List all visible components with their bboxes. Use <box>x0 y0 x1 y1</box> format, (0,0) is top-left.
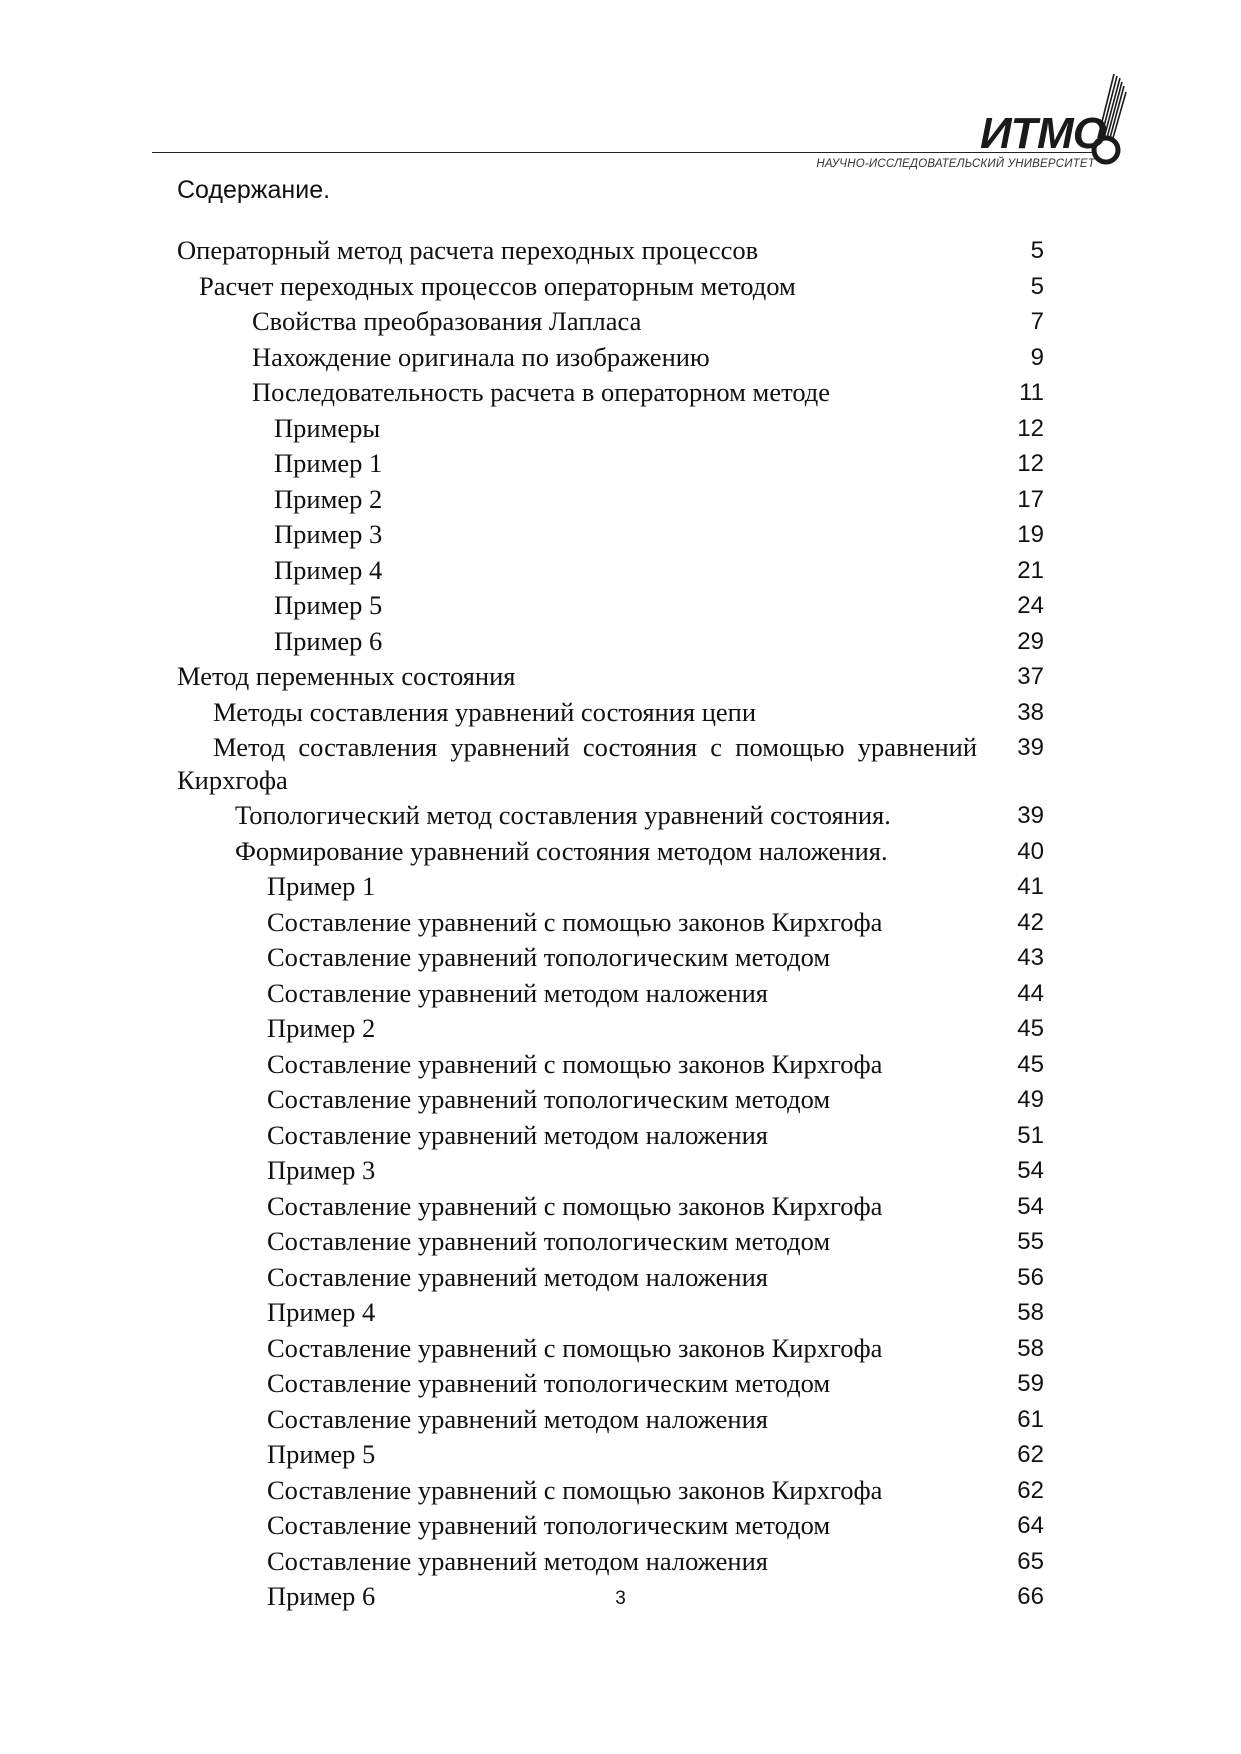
toc-entry-page: 49 <box>1017 1086 1044 1113</box>
toc-entry-page: 37 <box>1017 663 1044 690</box>
toc-entry-title: Составление уравнений с помощью законов Кирхгофа <box>267 1048 883 1079</box>
toc-entry-title: Составление уравнений с помощью законов Кирхгофа <box>267 1474 883 1505</box>
toc-entry[interactable] <box>0 554 1241 590</box>
toc-entry-page: 39 <box>1017 802 1044 829</box>
toc-entry-page: 61 <box>1017 1405 1044 1433</box>
toc-entry-page: 5 <box>1030 237 1044 264</box>
toc-entry-page: 54 <box>1017 1192 1044 1220</box>
header-divider <box>152 152 1092 153</box>
toc-entry[interactable] <box>0 660 1241 696</box>
toc-entry-title: Пример 2 <box>267 1013 376 1043</box>
toc-entry[interactable] <box>0 376 1241 412</box>
logo-wordmark: ИТМО <box>980 109 1106 158</box>
toc-entry[interactable] <box>0 977 1241 1013</box>
toc-entry[interactable] <box>0 412 1241 448</box>
toc-entry[interactable] <box>0 1438 1241 1474</box>
toc-entry-title: Составление уравнений методом наложения <box>267 1403 768 1434</box>
toc-entry-page: 45 <box>1017 1050 1044 1078</box>
toc-entry-page: 43 <box>1017 944 1044 971</box>
toc-entry[interactable] <box>0 1154 1241 1190</box>
toc-entry[interactable] <box>0 270 1241 306</box>
page-number: 3 <box>615 1588 626 1609</box>
toc-entry[interactable] <box>0 1367 1241 1403</box>
toc-entry-page: 40 <box>1017 837 1044 865</box>
toc-entry-title: Составление уравнений методом наложения <box>267 1545 768 1576</box>
toc-entry[interactable] <box>0 447 1241 483</box>
toc-entry-title: Составление уравнений топологическим методом <box>267 1226 831 1256</box>
toc-entry-title: Пример 3 <box>274 519 383 549</box>
toc-entry-page: 38 <box>1017 698 1044 726</box>
toc-heading: Содержание. <box>177 176 331 204</box>
toc-entry-title: Составление уравнений топологическим методом <box>267 1368 831 1398</box>
toc-entry-page: 58 <box>1017 1334 1044 1362</box>
toc-entry-page: 12 <box>1017 414 1044 442</box>
toc-entry-page: 29 <box>1017 627 1044 655</box>
toc-entry-title: Метод переменных состояния <box>177 661 516 691</box>
toc-entry[interactable] <box>0 1012 1241 1048</box>
toc-entry[interactable] <box>0 1190 1241 1226</box>
toc-entry-page: 5 <box>1030 272 1044 300</box>
toc-entry[interactable] <box>0 483 1241 519</box>
toc-entry-title: Пример 3 <box>267 1155 376 1185</box>
toc-entry[interactable] <box>0 234 1241 270</box>
toc-entry[interactable] <box>0 305 1241 341</box>
toc-entry-title: Пример 6 <box>267 1581 376 1611</box>
toc-entry-page: 62 <box>1017 1441 1044 1468</box>
toc-entry-title: Пример 1 <box>267 871 376 901</box>
toc-entry-title: Методы составления уравнений состояния цепи <box>213 696 757 727</box>
toc-entry-page: 59 <box>1017 1370 1044 1397</box>
toc-entry[interactable] <box>0 1332 1241 1368</box>
toc-entry-title: Свойства преобразования Лапласа <box>252 306 642 336</box>
toc-entry[interactable] <box>0 1048 1241 1084</box>
toc-entry-page: 41 <box>1017 873 1044 900</box>
toc-entry[interactable] <box>0 1403 1241 1439</box>
toc-entry[interactable] <box>0 941 1241 977</box>
toc-entry-title: Составление уравнений топологическим методом <box>267 1510 831 1540</box>
toc-entry-title: Составление уравнений методом наложения <box>267 977 768 1008</box>
toc-entry-page: 17 <box>1017 485 1044 513</box>
table-of-contents <box>0 234 1241 1616</box>
toc-entry-page: 24 <box>1017 592 1044 619</box>
toc-entry-title: Пример 1 <box>274 448 383 478</box>
toc-entry-title: Составление уравнений топологическим методом <box>267 942 831 972</box>
toc-entry-title: Пример 5 <box>267 1439 376 1469</box>
toc-entry[interactable] <box>0 1261 1241 1297</box>
toc-entry[interactable] <box>0 625 1241 661</box>
toc-entry-page: 56 <box>1017 1263 1044 1291</box>
toc-entry-title: Пример 4 <box>274 554 383 585</box>
toc-entry-title: Составление уравнений методом наложения <box>267 1119 768 1150</box>
toc-entry[interactable] <box>0 906 1241 942</box>
toc-entry-page: 11 <box>1019 379 1044 406</box>
logo-emblem-icon <box>1090 70 1130 166</box>
toc-entry-page: 9 <box>1030 343 1044 371</box>
toc-entry[interactable] <box>0 341 1241 377</box>
toc-entry-title: Составление уравнений с помощью законов Кирхгофа <box>267 906 883 937</box>
toc-entry-page: 62 <box>1017 1476 1044 1504</box>
toc-entry-page: 58 <box>1017 1299 1044 1326</box>
toc-entry-title: Составление уравнений с помощью законов Кирхгофа <box>267 1332 883 1363</box>
toc-entry[interactable] <box>0 835 1241 871</box>
toc-entry[interactable] <box>0 1119 1241 1155</box>
toc-entry[interactable] <box>0 870 1241 906</box>
toc-entry-title: Нахождение оригинала по изображению <box>252 341 710 372</box>
toc-entry[interactable] <box>0 589 1241 625</box>
toc-entry-page: 51 <box>1017 1121 1044 1149</box>
toc-entry-page: 42 <box>1017 908 1044 936</box>
toc-entry-title: Метод составления уравнений состояния с помощью уравнений Кирхгофа <box>177 732 977 795</box>
toc-entry-page: 44 <box>1017 979 1044 1007</box>
toc-entry[interactable] <box>0 1225 1241 1261</box>
toc-entry-page: 7 <box>1030 308 1044 335</box>
toc-entry-title: Расчет переходных процессов операторным методом <box>199 270 796 301</box>
toc-entry-title: Пример 5 <box>274 590 383 620</box>
toc-entry-title: Последовательность расчета в операторном методе <box>252 377 831 407</box>
toc-entry-page: 39 <box>1017 734 1044 761</box>
toc-entry-page: 54 <box>1017 1157 1044 1184</box>
toc-entry-title: Пример 6 <box>274 625 383 656</box>
toc-entry-title: Примеры <box>274 412 381 443</box>
toc-entry-page: 55 <box>1017 1228 1044 1255</box>
itmo-logo <box>980 68 1132 168</box>
toc-entry-page: 12 <box>1017 450 1044 477</box>
toc-entry-page: 64 <box>1017 1512 1044 1539</box>
toc-entry[interactable] <box>0 1083 1241 1119</box>
toc-entry-page: 66 <box>1017 1583 1044 1610</box>
toc-entry-page: 21 <box>1017 556 1044 584</box>
toc-entry-title: Операторный метод расчета переходных процессов <box>177 235 759 265</box>
toc-entry[interactable] <box>0 1296 1241 1332</box>
toc-entry[interactable] <box>0 518 1241 554</box>
toc-entry-title: Топологический метод составления уравнений состояния. <box>235 800 891 830</box>
toc-entry-title: Пример 4 <box>267 1297 376 1327</box>
toc-entry[interactable] <box>0 1545 1241 1581</box>
toc-entry[interactable] <box>0 731 1241 799</box>
toc-entry[interactable] <box>0 1509 1241 1545</box>
toc-entry-title: Составление уравнений с помощью законов Кирхгофа <box>267 1190 883 1221</box>
toc-entry[interactable] <box>0 696 1241 732</box>
toc-entry-page: 19 <box>1017 521 1044 548</box>
toc-entry-title: Составление уравнений методом наложения <box>267 1261 768 1292</box>
toc-entry-page: 65 <box>1017 1547 1044 1575</box>
toc-entry[interactable] <box>0 799 1241 835</box>
toc-entry-title: Составление уравнений топологическим методом <box>267 1084 831 1114</box>
toc-entry-page: 45 <box>1017 1015 1044 1042</box>
toc-entry-title: Формирование уравнений состояния методом наложения. <box>235 835 888 866</box>
toc-entry[interactable] <box>0 1474 1241 1510</box>
toc-entry-title: Пример 2 <box>274 483 383 514</box>
logo-tagline: НАУЧНО-ИССЛЕДОВАТЕЛЬСКИЙ УНИВЕРСИТЕТ <box>816 158 1095 170</box>
